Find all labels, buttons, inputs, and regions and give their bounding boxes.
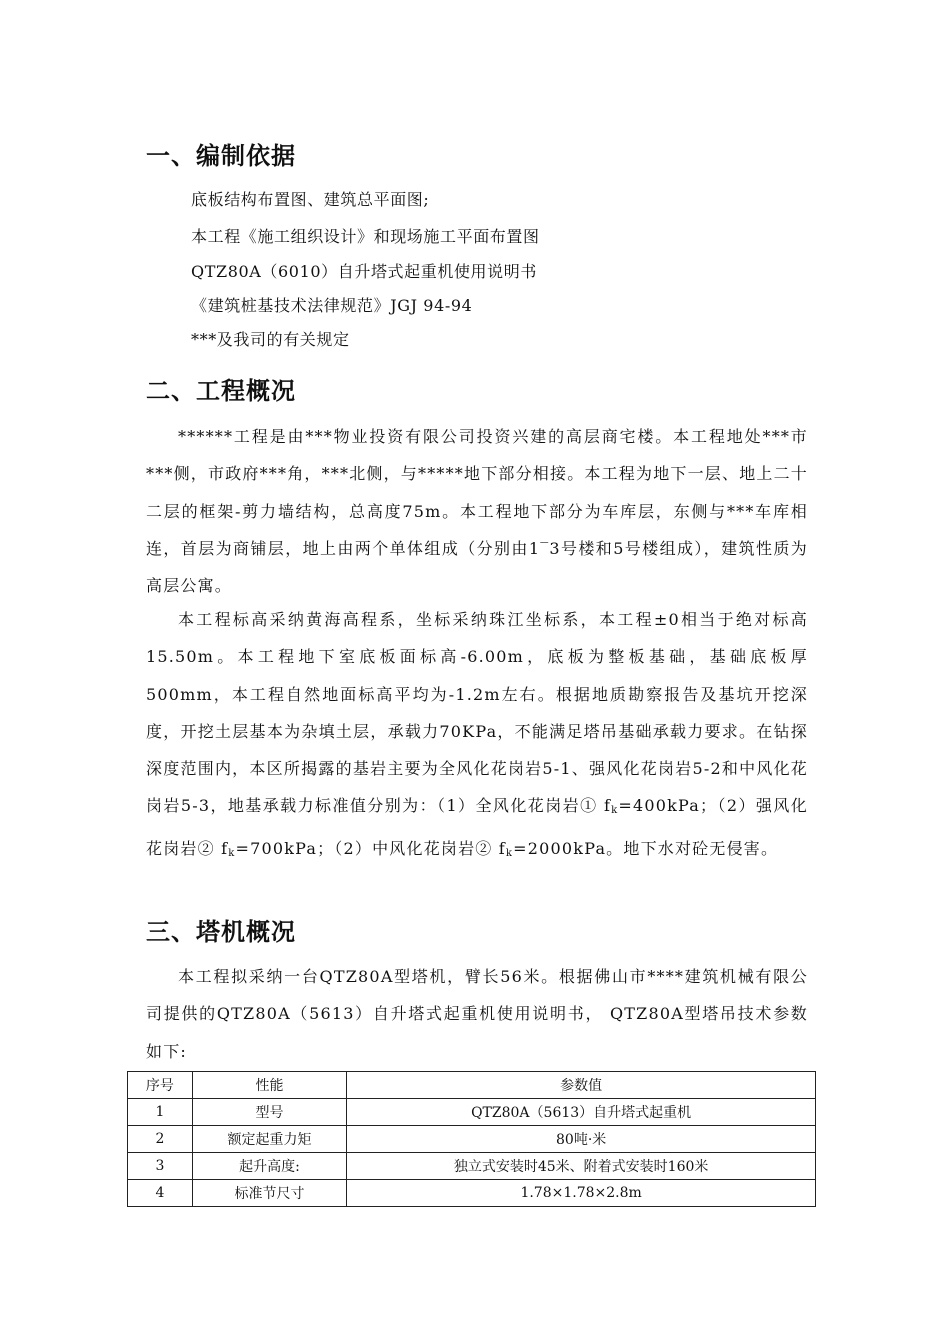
overview-text-b: =400kPa；（2）强风化花岗岩② f	[146, 796, 808, 858]
table-cell: 独立式安装时45米、附着式安装时160米	[347, 1153, 816, 1180]
table-cell: 型号	[192, 1099, 346, 1126]
overview-paragraph-1: ******工程是由***物业投资有限公司投资兴建的高层商宅楼。本工程地处***市***侧，市政府***角，***北侧，与*****地下部分相接。本工程为地下一层、地上二十二层的框架-剪力墙结构，总高度75m。本工程地下部分为车库层，东侧与***车库相连，首层为商铺层，地上由两个单体组成（分别由1‾3号楼和5号楼组成），建筑性质为高层公寓。	[146, 427, 809, 596]
section-title-crane: 三、塔机概况	[146, 918, 296, 946]
subscript-k: k	[611, 805, 619, 817]
table-row	[128, 1099, 816, 1126]
overview-text-c: =700kPa；（2）中风化花岗岩② f	[235, 838, 506, 858]
crane-spec-table	[127, 1071, 816, 1207]
crane-paragraph: 本工程拟采纳一台QTZ80A型塔机，臂长56米。根据佛山市****建筑机械有限公司提供的QTZ80A（5613）自升塔式起重机使用说明书， QTZ80A型塔吊技术参数如下:	[146, 967, 808, 1061]
table-cell: 标准节尺寸	[192, 1180, 346, 1207]
overview-text-d: =2000kPa。地下水对砼无侵害。	[513, 838, 779, 858]
overview-text-a: 本工程标高采纳黄海高程系，坐标采纳珠江坐标系，本工程±0相当于绝对标高15.50m。本工程地下室底板面标高-6.00m，底板为整板基础，基础底板厚500mm，本工程自然地面标高平均为-1.2m左右。根据地质勘察报告及基坑开挖深度，开挖土层基本为杂填土层，承载力70KPa，不能满足塔吊基础承载力要求。在钻探深度范围内，本区所揭露的基岩主要为全风化花岗岩5-1、强风化花岗岩5-2和中风化花岗岩5-3，地基承载力标准值分别为：（1）全风化花岗岩① f	[146, 610, 808, 816]
section-title-basis: 一、编制依据	[146, 142, 296, 170]
table-cell: 4	[128, 1180, 193, 1207]
table-cell: QTZ80A（5613）自升塔式起重机	[347, 1099, 816, 1126]
table-cell: 80吨·米	[347, 1126, 816, 1153]
table-cell: 额定起重力矩	[192, 1126, 346, 1153]
basis-item-4: 《建筑桩基技术法律规范》JGJ 94-94	[191, 296, 473, 315]
table-cell: 2	[128, 1126, 193, 1153]
overview-paragraph-2	[146, 601, 808, 872]
table-header-row	[128, 1072, 816, 1099]
section-title-overview: 二、工程概况	[146, 377, 296, 405]
table-cell: 1	[128, 1099, 193, 1126]
basis-item-5: ***及我司的有关规定	[191, 330, 350, 349]
basis-item-3: QTZ80A（6010）自升塔式起重机使用说明书	[191, 262, 537, 281]
table-row	[128, 1126, 816, 1153]
table-cell: 1.78×1.78×2.8m	[347, 1180, 816, 1207]
table-header: 序号	[128, 1072, 193, 1099]
table-header: 参数值	[347, 1072, 816, 1099]
basis-item-1: 底板结构布置图、建筑总平面图;	[191, 190, 430, 209]
table-row	[128, 1180, 816, 1207]
table-cell: 起升高度:	[192, 1153, 346, 1180]
table-cell: 3	[128, 1153, 193, 1180]
subscript-k: k	[228, 847, 236, 859]
basis-item-2: 本工程《施工组织设计》和现场施工平面布置图	[191, 227, 540, 246]
subscript-k: k	[505, 847, 514, 859]
table-row	[128, 1153, 816, 1180]
table-header: 性能	[192, 1072, 346, 1099]
